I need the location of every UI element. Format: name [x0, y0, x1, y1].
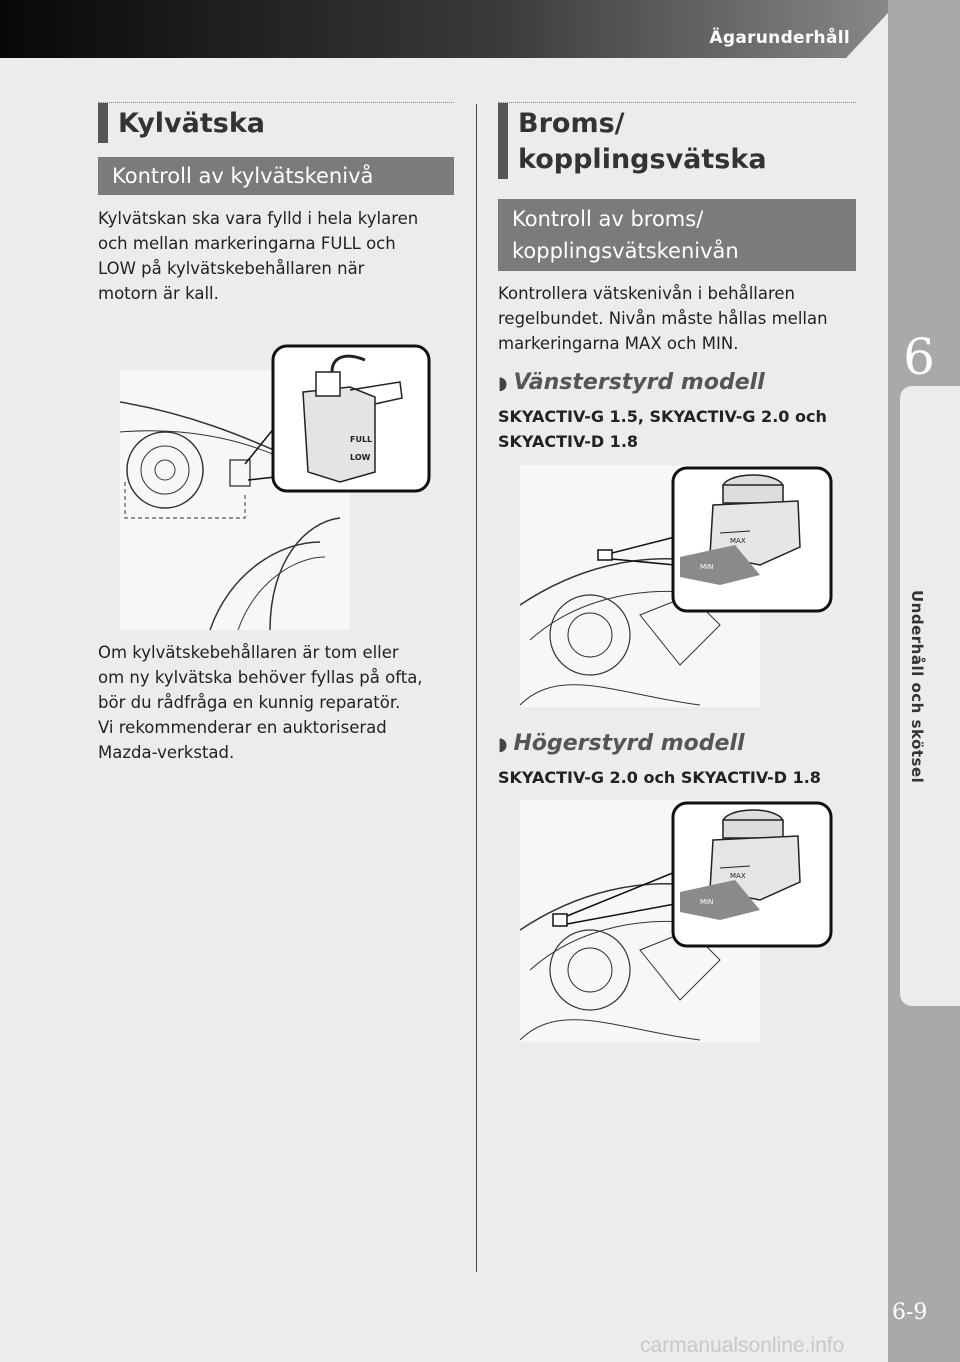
min-mark: MIN [700, 563, 714, 571]
heading-line: Broms/ [518, 108, 625, 139]
text-line: och mellan markeringarna FULL och [98, 234, 396, 253]
min-mark: MIN [700, 898, 714, 906]
full-mark: FULL [350, 435, 373, 444]
text-line: Om kylvätskebehållaren är tom eller [98, 643, 399, 662]
chapter-title: Underhåll och skötsel [908, 590, 926, 784]
lhd-brake-reservoir-figure [520, 465, 834, 707]
chapter-number: 6 [903, 328, 935, 386]
heading-line: kopplingsvätska [518, 144, 767, 175]
heading-marker [98, 103, 108, 143]
low-mark: LOW [350, 453, 371, 462]
brake-subheading [498, 199, 856, 271]
text-line: Mazda-verkstad. [98, 743, 235, 762]
rhd-title: Högerstyrd modell [513, 731, 745, 756]
triangle-bullet-icon: ◗ [498, 373, 508, 394]
lhd-heading [498, 370, 765, 395]
max-mark: MAX [730, 537, 746, 545]
column-divider [476, 104, 477, 1272]
model-line: SKYACTIV-G 1.5, SKYACTIV-G 2.0 och [498, 407, 827, 426]
text-line: regelbundet. Nivån måste hållas mellan [498, 309, 828, 328]
lhd-title: Vänsterstyrd modell [513, 370, 765, 395]
coolant-subheading: Kontroll av kylvätskenivå [98, 157, 454, 195]
heading-rule [98, 102, 454, 103]
text-line: LOW på kylvätskebehållaren när [98, 259, 365, 278]
subheading-line: kopplingsvätskenivån [512, 239, 739, 263]
brake-intro [498, 281, 828, 356]
rhd-models [498, 765, 821, 790]
triangle-bullet-icon: ◗ [498, 734, 508, 755]
text-line: Vi rekommenderar en auktoriserad [98, 718, 387, 737]
text-line: bör du rådfråga en kunnig reparatör. [98, 693, 401, 712]
heading-rule [498, 102, 856, 103]
text-line: Kontrollera vätskenivån i behållaren [498, 284, 796, 303]
text-line: om ny kylvätska behöver fyllas på ofta, [98, 668, 423, 687]
page-number: 6-9 [892, 1300, 928, 1325]
rhd-brake-reservoir-figure [520, 800, 834, 1042]
rhd-heading [498, 731, 745, 756]
text-line: Kylvätskan ska vara fylld i hela kylaren [98, 209, 419, 228]
coolant-heading: Kylvätska [118, 108, 266, 139]
model-line: SKYACTIV-G 2.0 och SKYACTIV-D 1.8 [498, 768, 821, 787]
heading-marker [498, 103, 508, 179]
section-title: Ägarunderhåll [709, 28, 850, 48]
brake-heading [518, 106, 767, 178]
text-line: motorn är kall. [98, 284, 219, 303]
coolant-note [98, 640, 423, 765]
watermark: carmanualsonline.info [640, 1334, 845, 1357]
subheading-line: Kontroll av broms/ [512, 207, 704, 231]
lhd-models [498, 404, 827, 454]
model-line: SKYACTIV-D 1.8 [498, 432, 639, 451]
coolant-reservoir-figure [120, 342, 432, 630]
coolant-intro [98, 206, 418, 306]
text-line: markeringarna MAX och MIN. [498, 334, 739, 353]
max-mark: MAX [730, 872, 746, 880]
